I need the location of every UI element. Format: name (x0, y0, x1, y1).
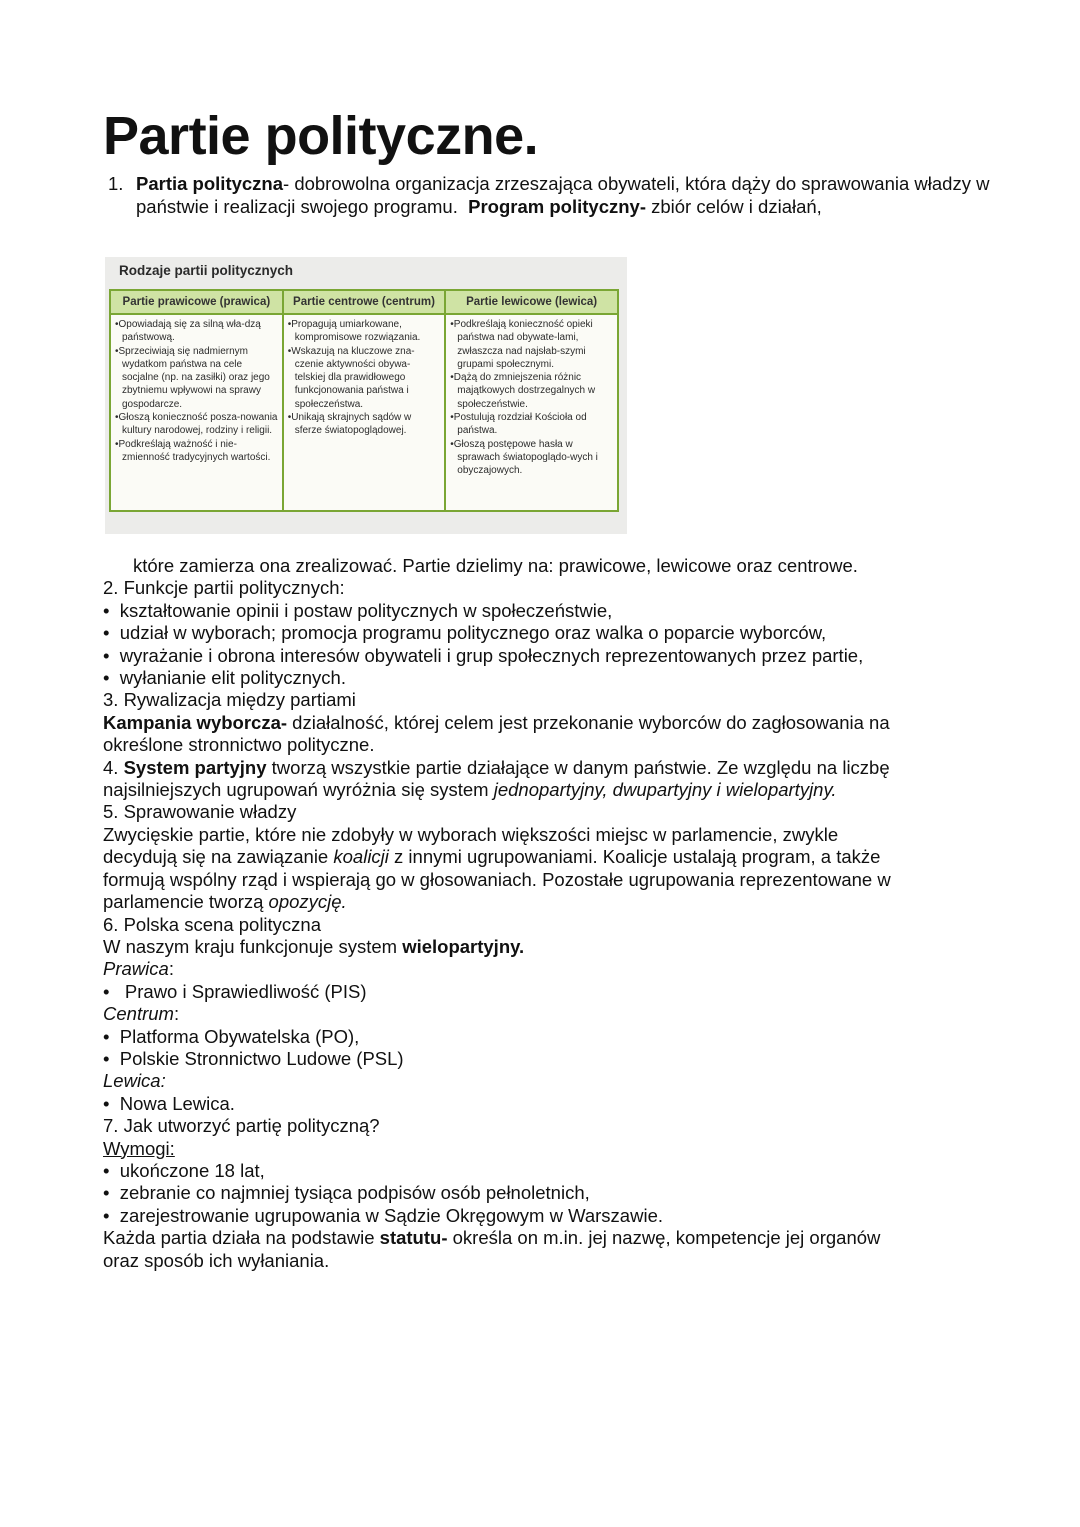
list-item: • Wskazują na kluczowe zna-czenie aktywności obywa-telskiej dla prawidłowego funkcjonowania państwa i społeczeństwa. (288, 345, 441, 411)
label-wymogi (103, 1138, 1003, 1160)
section-heading-4 (103, 757, 1003, 779)
page-title: Partie polityczne. (103, 106, 539, 166)
list-item: • Unikają skrajnych sądów w sferze światopoglądowej. (288, 411, 441, 438)
system-text: najsilniejszych ugrupowań wyróżnia się system (103, 779, 494, 801)
list-item: • Polskie Stronnictwo Ludowe (PSL) (103, 1048, 1003, 1070)
list-item: • Podkreślają ważność i nie-zmienność tradycyjnych wartości. (115, 438, 278, 465)
definition-partia: - dobrowolna organizacja zrzeszająca obywateli, która dąży do sprawowania władzy w państwie i realizacji swojego programu. (136, 173, 990, 217)
prawica-label: Prawica (103, 958, 169, 980)
list-item: • udział w wyborach; promocja programu politycznego oraz walka o poparcie wyborców, (103, 622, 1003, 644)
wladza-line-2 (103, 846, 1003, 868)
table-caption: Rodzaje partii politycznych (119, 263, 294, 278)
list-item: • zarejestrowanie ugrupowania w Sądzie Okręgowym w Warszawie. (103, 1205, 1003, 1227)
continuation-text: które zamierza ona zrealizować. Partie dzielimy na: prawicowe, lewicowe oraz centrowe. (133, 555, 858, 576)
colon: : (173, 1003, 180, 1025)
kampania-line-1 (103, 712, 1003, 734)
wladza-text: decydują się na zawiązanie (103, 846, 334, 868)
list-item: • Postulują rozdział Kościoła od państwa. (450, 411, 613, 438)
statut-line-2: oraz sposób ich wyłaniania. (103, 1249, 330, 1271)
section-heading-5: 5. Sprawowanie władzy (103, 801, 297, 823)
statut-text: Każda partia działa na podstawie (103, 1227, 380, 1249)
system-line-2 (103, 779, 1003, 801)
column-prawica (110, 314, 283, 511)
header-centrum: Partie centrowe (centrum) (283, 290, 446, 314)
scena-line (103, 936, 1003, 958)
list-item: • Opowiadają się za silną wła-dzą państwową. (115, 318, 278, 345)
list-item: • Podkreślają konieczność opieki państwa nad obywate-lami, zwłaszcza nad najsłab-szymi grupami społecznymi. (450, 318, 613, 371)
term-partia: Partia polityczna (136, 173, 284, 194)
wladza-line-3: formują wspólny rząd i wspierają go w głosowaniach. Pozostałe ugrupowania reprezentowane w (103, 868, 891, 890)
term-wielopartyjny: wielopartyjny. (402, 935, 525, 957)
party-types-table (109, 289, 619, 512)
list-item: • Głoszą postępowe hasła w sprawach światopoglądo-wych i obyczajowych. (450, 438, 613, 478)
system-types: jednopartyjny, dwupartyjny i wielopartyjny. (493, 779, 837, 801)
column-lewica (445, 314, 618, 511)
list-item: • kształtowanie opinii i postaw politycznych w społeczeństwie, (103, 600, 1003, 622)
wladza-text: parlamencie tworzą (103, 891, 269, 913)
list-item: • wyłanianie elit politycznych. (103, 667, 1003, 689)
statut-text: określa on m.in. jej nazwę, kompetencje jej organów (447, 1227, 881, 1249)
list-item: • Propagują umiarkowane, kompromisowe rozwiązania. (288, 318, 441, 345)
list-item: • zebranie co najmniej tysiąca podpisów osób pełnoletnich, (103, 1182, 1003, 1204)
lewica-label: Lewica: (103, 1070, 166, 1092)
intro-paragraph (108, 172, 1008, 218)
kampania-line-2: określone stronnictwo polityczne. (103, 734, 375, 756)
term-system: System partyjny (123, 756, 267, 778)
section-heading-6: 6. Polska scena polityczna (103, 913, 322, 935)
label-centrum (103, 1003, 1003, 1025)
wladza-line-4 (103, 891, 1003, 913)
list-item: • Dążą do zmniejszenia różnic majątkowych dostrzegalnych w społeczeństwie. (450, 371, 613, 411)
colon: : (168, 958, 174, 980)
list-item: • wyrażanie i obrona interesów obywateli i grup społecznych reprezentowanych przez partie, (103, 645, 1003, 667)
statut-line-1 (103, 1227, 1003, 1249)
header-prawica: Partie prawicowe (prawica) (110, 290, 283, 314)
scena-text: W naszym kraju funkcjonuje system (103, 935, 403, 957)
list-item: • Prawo i Sprawiedliwość (PIS) (103, 981, 1003, 1003)
list-item: • ukończone 18 lat, (103, 1160, 1003, 1182)
system-definition: tworzą wszystkie partie działające w danym państwie. Ze względu na liczbę (266, 756, 890, 778)
section-heading-7: 7. Jak utworzyć partię polityczną? (103, 1115, 380, 1137)
list-item: • Nowa Lewica. (103, 1093, 1003, 1115)
wladza-line-1: Zwycięskie partie, które nie zdobyły w wyborach większości miejsc w parlamencie, zwykle (103, 823, 839, 845)
column-centrum (283, 314, 446, 511)
list-number: 4. (103, 756, 124, 778)
term-opozycja: opozycję. (268, 891, 347, 913)
document-body (103, 555, 1003, 1272)
section-heading-3: 3. Rywalizacja między partiami (103, 689, 356, 711)
list-number: 1. (108, 173, 124, 194)
section-heading-2: 2. Funkcje partii politycznych: (103, 577, 345, 599)
list-item: • Głoszą konieczność posza-nowania kultury narodowej, rodziny i religii. (115, 411, 278, 438)
textbook-table-image (105, 257, 627, 534)
list-item: • Platforma Obywatelska (PO), (103, 1026, 1003, 1048)
list-item: • Sprzeciwiają się nadmiernym wydatkom państwa na cele socjalne (np. na zasiłki) oraz jego zbytniemu wpływowi na sprawy gospodarcze. (115, 345, 278, 411)
header-lewica: Partie lewicowe (lewica) (445, 290, 618, 314)
wymogi-label: Wymogi: (103, 1137, 175, 1159)
wladza-text: z innymi ugrupowaniami. Koalicje ustalają program, a także (388, 846, 881, 868)
term-statut: statutu- (379, 1227, 448, 1249)
label-lewica (103, 1070, 1003, 1092)
centrum-label: Centrum (103, 1003, 174, 1025)
term-program: Program polityczny- (468, 196, 646, 217)
term-koalicja: koalicji (333, 846, 389, 868)
kampania-definition: działalność, której celem jest przekonanie wyborców do zagłosowania na (287, 711, 890, 733)
term-kampania: Kampania wyborcza- (103, 711, 288, 733)
definition-program: zbiór celów i działań, (645, 196, 822, 217)
label-prawica (103, 958, 1003, 980)
